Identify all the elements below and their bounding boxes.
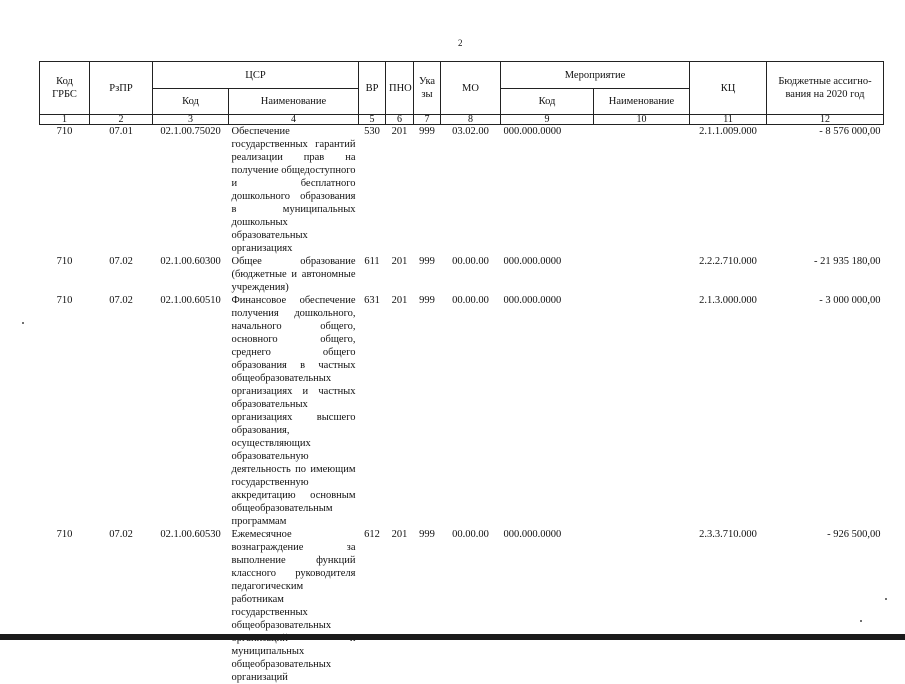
header-pno: ПНО — [386, 62, 414, 115]
column-number: 1 — [40, 115, 90, 125]
cell-rzpr: 07.02 — [109, 256, 133, 267]
table-row — [40, 528, 884, 684]
header-meropriyatie: Мероприятие — [501, 62, 690, 89]
cell-amount: - 8 576 000,00 — [819, 126, 881, 137]
cell-mer-name — [594, 294, 690, 528]
cell-mer-name — [594, 255, 690, 294]
cell-amount: - 21 935 180,00 — [814, 256, 881, 267]
cell-pno: 201 — [391, 126, 408, 137]
column-number: 9 — [501, 115, 594, 125]
cell-mo: 00.00.00 — [452, 256, 489, 267]
cell-mer-name — [594, 125, 690, 256]
table-row — [40, 125, 884, 256]
cell-rzpr: 07.02 — [109, 529, 133, 540]
cell-grbs: 710 — [56, 295, 73, 306]
budget-table — [39, 61, 884, 684]
header-kod-grbs: Код ГРБС — [40, 62, 90, 115]
cell-mo: 03.02.00 — [452, 126, 489, 137]
column-number: 10 — [594, 115, 690, 125]
cell-mer-kod: 000.000.0000 — [503, 126, 562, 137]
cell-csr-kod: 02.1.00.60530 — [160, 529, 221, 540]
cell-grbs: 710 — [56, 126, 73, 137]
cell-pno: 201 — [391, 529, 408, 540]
header-mo: МО — [441, 62, 501, 115]
cell-csr-kod: 02.1.00.60300 — [160, 256, 221, 267]
table-row — [40, 294, 884, 528]
table-row — [40, 255, 884, 294]
cell-ukazy: 999 — [419, 529, 435, 540]
cell-mer-kod: 000.000.0000 — [503, 529, 562, 540]
cell-rzpr: 07.02 — [109, 295, 133, 306]
header-csr-name: Наименование — [229, 89, 359, 115]
cell-ukazy: 999 — [419, 126, 435, 137]
table-header — [40, 62, 884, 125]
cell-grbs: 710 — [56, 529, 73, 540]
cell-kc: 2.1.3.000.000 — [699, 295, 757, 306]
cell-rzpr: 07.01 — [109, 126, 133, 137]
cell-mer-kod: 000.000.0000 — [503, 256, 562, 267]
column-number: 4 — [229, 115, 359, 125]
header-csr-kod: Код — [153, 89, 229, 115]
cell-ukazy: 999 — [419, 256, 435, 267]
cell-grbs: 710 — [56, 256, 73, 267]
cell-csr-kod: 02.1.00.75020 — [160, 126, 221, 137]
scan-speck — [885, 598, 887, 600]
cell-ukazy: 999 — [419, 295, 435, 306]
cell-vr: 611 — [364, 256, 380, 267]
column-number: 12 — [767, 115, 884, 125]
header-ukazy: Ука зы — [414, 62, 441, 115]
scan-edge-bar — [0, 634, 905, 640]
column-number: 8 — [441, 115, 501, 125]
column-numbers-row — [40, 115, 884, 125]
scan-speck — [860, 620, 862, 622]
header-kc: КЦ — [690, 62, 767, 115]
cell-amount: - 926 500,00 — [827, 529, 881, 540]
cell-pno: 201 — [391, 256, 408, 267]
column-number: 5 — [359, 115, 386, 125]
column-number: 2 — [90, 115, 153, 125]
cell-amount: - 3 000 000,00 — [819, 295, 881, 306]
cell-mo: 00.00.00 — [452, 529, 489, 540]
column-number: 7 — [414, 115, 441, 125]
column-number: 6 — [386, 115, 414, 125]
page-number: 2 — [458, 38, 463, 48]
cell-mer-name — [594, 528, 690, 684]
cell-mer-kod: 000.000.0000 — [503, 295, 562, 306]
cell-csr-kod: 02.1.00.60510 — [160, 295, 221, 306]
cell-pno: 201 — [391, 295, 408, 306]
cell-kc: 2.1.1.009.000 — [699, 126, 757, 137]
header-csr: ЦСР — [153, 62, 359, 89]
cell-kc: 2.2.2.710.000 — [699, 256, 757, 267]
cell-vr: 612 — [364, 529, 380, 540]
cell-name: Общее образование (бюджетные и автономные учреждения) — [231, 256, 356, 293]
cell-name: Ежемесячное вознаграждение за выполнение функций классного руководителя педагогическим работникам государственных общеобразовательных муниципальных общеобразовательных организаций — [231, 529, 356, 683]
cell-vr: 530 — [364, 126, 380, 137]
cell-name: Обеспечение государственных гарантий реализации прав на получение общедоступного и бесплатного дошкольного образования в муниципальных дошкольных образовательных организациях — [231, 126, 356, 254]
cell-kc: 2.3.3.710.000 — [699, 529, 757, 540]
header-budget: Бюджетные ассигно-вания на 2020 год — [767, 62, 884, 115]
cell-mo: 00.00.00 — [452, 295, 489, 306]
scan-speck — [22, 322, 24, 324]
header-vr: ВР — [359, 62, 386, 115]
cell-vr: 631 — [364, 295, 380, 306]
header-mer-kod: Код — [501, 89, 594, 115]
cell-name: Финансовое обеспечение получения дошкольного, начального общего, основного общего, среднего общего образования в частных общеобразовательных организациях и частных образовательных организациях высшего образования, осуществляющих образовательную деятельность по имеющим государственную аккредитацию основным общеобразовательным программам — [231, 295, 356, 527]
header-mer-name: Наименование — [594, 89, 690, 115]
column-number: 3 — [153, 115, 229, 125]
header-rzpr: РзПР — [90, 62, 153, 115]
column-number: 11 — [690, 115, 767, 125]
